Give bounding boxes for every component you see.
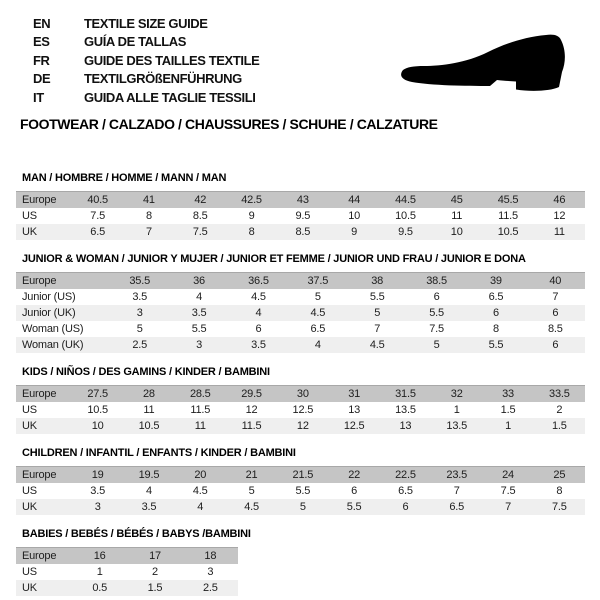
size-value-cell: 19 [91,468,104,481]
row-label: Europe [22,468,57,481]
size-tables-container [16,172,600,596]
size-value-cell: 5 [374,306,381,319]
size-value-cell: 24 [502,468,514,481]
size-value-cell: 4.5 [369,338,385,351]
size-value-cell: 7 [145,225,152,238]
size-value-cell: 5.5 [295,484,311,497]
size-value-cell: 7 [374,322,381,335]
size-value-cell: 5 [433,338,440,351]
language-guide-title: TEXTILE SIZE GUIDE [84,15,208,31]
size-value-cell: 3 [196,338,203,351]
table-row [16,580,238,596]
table-header-row [16,547,238,564]
size-value-cell: 1 [505,419,511,432]
size-value-cell: 11.5 [190,403,211,416]
table-title: CHILDREN / INFANTIL / ENFANTS / KINDER / BAMBINI [22,446,296,459]
size-value-cell: 11 [143,403,155,416]
size-value-cell: 1.5 [551,419,567,432]
size-value-cell: 35.5 [129,274,150,287]
table-row [16,337,585,353]
size-value-cell: 32 [450,387,463,400]
size-value-cell: 39 [490,274,502,287]
size-table [16,385,585,434]
row-label: Woman (UK) [22,338,84,351]
size-value-cell: 7.5 [429,322,444,335]
table-title: JUNIOR & WOMAN / JUNIOR Y MUJER / JUNIOR ET FEMME / JUNIOR UND FRAU / JUNIOR E DONA [22,252,526,265]
row-label: UK [22,225,37,238]
size-value-cell: 21 [245,468,258,481]
size-value-cell: 11 [194,419,206,432]
size-value-cell: 6 [402,500,409,513]
language-code: IT [33,89,44,105]
size-table [16,272,585,353]
size-value-cell: 6.5 [449,500,465,513]
language-code: DE [33,71,51,87]
size-value-cell: 4 [197,500,204,513]
size-value-cell: 3.5 [141,500,157,513]
size-value-cell: 23.5 [446,468,468,481]
size-value-cell: 28 [143,387,155,400]
language-guide-title: GUIDA ALLE TAGLIE TESSILI [84,89,256,105]
size-table-section [16,447,600,515]
size-value-cell: 1 [96,565,103,578]
table-title: MAN / HOMBRE / HOMME / MANN / MAN [22,171,227,184]
size-value-cell: 2.5 [202,581,218,594]
size-value-cell: 6.5 [398,484,413,497]
size-value-cell: 8.5 [547,322,563,335]
size-value-cell: 6 [351,484,358,497]
language-code: ES [33,34,50,50]
size-value-cell: 6.5 [310,322,326,335]
row-label: UK [22,500,37,513]
row-label: Europe [22,549,57,562]
size-value-cell: 9.5 [398,225,413,238]
row-label: US [22,403,37,416]
size-value-cell: 5 [248,484,255,497]
size-value-cell: 4.5 [244,500,259,513]
size-value-cell: 7.5 [90,209,105,222]
size-value-cell: 12 [296,419,309,432]
language-guide-title: TEXTILGRÖßENFÜHRUNG [84,71,242,87]
table-row [16,499,585,515]
table-header-row [16,272,585,289]
size-value-cell: 42.5 [241,193,262,206]
size-value-cell: 13.5 [446,419,468,432]
size-value-cell: 10 [348,209,361,222]
size-value-cell: 5 [299,500,306,513]
size-value-cell: 25 [553,468,566,481]
size-value-cell: 40 [549,274,562,287]
row-label: US [22,565,37,578]
size-value-cell: 40.5 [87,193,108,206]
size-value-cell: 6 [552,306,559,319]
size-value-cell: 6 [552,338,559,351]
size-value-cell: 5.5 [191,322,207,335]
size-value-cell: 37.5 [307,274,329,287]
size-table-section [16,528,600,596]
size-value-cell: 10 [91,419,104,432]
size-value-cell: 46 [553,193,566,206]
size-value-cell: 4.5 [192,484,208,497]
table-row [16,208,585,224]
size-value-cell: 1.5 [500,403,516,416]
size-value-cell: 22 [348,468,361,481]
size-value-cell: 33.5 [549,387,570,400]
size-table-section [16,172,600,240]
size-value-cell: 4 [145,484,152,497]
size-value-cell: 38.5 [426,274,447,287]
size-value-cell: 10.5 [395,209,416,222]
row-label: Junior (UK) [22,306,76,319]
row-label: Europe [22,193,57,206]
size-value-cell: 2 [556,403,563,416]
size-value-cell: 29.5 [241,387,262,400]
size-value-cell: 7 [453,484,460,497]
size-value-cell: 22.5 [395,468,416,481]
size-value-cell: 6 [255,322,262,335]
size-value-cell: 3 [207,565,214,578]
size-value-cell: 45 [450,193,463,206]
table-row [16,402,585,418]
size-value-cell: 7.5 [551,500,567,513]
table-row [16,418,585,434]
table-header-row [16,385,585,402]
size-value-cell: 7 [552,290,559,303]
size-value-cell: 13 [399,419,412,432]
size-value-cell: 12.5 [343,419,365,432]
size-table [16,466,585,515]
size-table [16,547,238,596]
size-table [16,191,585,240]
size-value-cell: 10.5 [497,225,519,238]
size-value-cell: 36.5 [248,274,269,287]
language-guide-title: GUIDE DES TAILLES TEXTILE [84,52,260,68]
size-value-cell: 5.5 [429,306,444,319]
language-code: FR [33,52,50,68]
row-label: Woman (US) [22,322,84,335]
size-value-cell: 1 [453,403,460,416]
size-value-cell: 6.5 [488,290,504,303]
size-table-section [16,366,600,434]
size-value-cell: 16 [93,549,106,562]
size-value-cell: 9.5 [295,209,311,222]
size-value-cell: 10.5 [138,419,160,432]
size-value-cell: 9 [248,209,255,222]
size-value-cell: 11 [451,209,463,222]
size-value-cell: 3.5 [90,484,105,497]
row-label: Europe [22,274,57,287]
size-value-cell: 8 [145,209,152,222]
size-value-cell: 12 [553,209,566,222]
size-value-cell: 41 [143,193,155,206]
category-title: FOOTWEAR / CALZADO / CHAUSSURES / SCHUHE / CALZATURE [20,115,438,132]
size-value-cell: 6 [492,306,499,319]
table-row [16,483,585,499]
size-value-cell: 5.5 [346,500,362,513]
size-value-cell: 4 [255,306,262,319]
size-value-cell: 20 [194,468,207,481]
size-value-cell: 30 [296,387,309,400]
size-value-cell: 42 [194,193,207,206]
row-label: Junior (US) [22,290,76,303]
size-value-cell: 1.5 [147,581,163,594]
size-value-cell: 13 [348,403,361,416]
size-value-cell: 9 [351,225,358,238]
size-value-cell: 7.5 [500,484,516,497]
size-value-cell: 8.5 [295,225,311,238]
size-value-cell: 7.5 [192,225,208,238]
table-header-row [16,191,585,208]
size-value-cell: 7 [505,500,511,513]
size-value-cell: 31 [348,387,361,400]
size-value-cell: 44 [348,193,361,206]
size-value-cell: 44.5 [395,193,416,206]
size-value-cell: 11.5 [498,209,518,222]
size-value-cell: 5.5 [369,290,385,303]
size-value-cell: 4.5 [251,290,266,303]
table-row [16,321,585,337]
size-table-section [16,253,600,353]
size-value-cell: 8.5 [192,209,208,222]
size-value-cell: 5 [136,322,143,335]
size-value-cell: 4.5 [310,306,326,319]
row-label: Europe [22,387,57,400]
row-label: UK [22,581,37,594]
size-value-cell: 31.5 [395,387,416,400]
size-value-cell: 19.5 [138,468,160,481]
size-value-cell: 28.5 [189,387,211,400]
size-value-cell: 5 [314,290,321,303]
shoe-icon [396,28,576,96]
size-value-cell: 12.5 [292,403,314,416]
size-value-cell: 18 [204,549,217,562]
size-value-cell: 13.5 [395,403,416,416]
table-row [16,564,238,580]
size-value-cell: 3.5 [191,306,207,319]
size-value-cell: 4 [196,290,203,303]
row-label: US [22,209,37,222]
size-value-cell: 8 [556,484,563,497]
size-value-cell: 0.5 [92,581,108,594]
table-row [16,224,585,240]
size-value-cell: 38 [371,274,384,287]
size-value-cell: 43 [296,193,309,206]
size-value-cell: 36 [193,274,205,287]
size-value-cell: 2.5 [132,338,148,351]
size-value-cell: 3 [94,500,101,513]
size-value-cell: 11.5 [241,419,262,432]
size-value-cell: 10.5 [87,403,108,416]
size-value-cell: 6.5 [90,225,105,238]
size-value-cell: 33 [502,387,514,400]
language-code: EN [33,15,51,31]
size-value-cell: 27.5 [87,387,108,400]
table-header-row [16,466,585,483]
size-value-cell: 2 [152,565,158,578]
size-value-cell: 21.5 [292,468,314,481]
table-title: KIDS / NIÑOS / DES GAMINS / KINDER / BAMBINI [22,365,270,378]
size-value-cell: 3 [136,306,143,319]
size-value-cell: 10 [450,225,463,238]
language-guide-title: GUÍA DE TALLAS [84,34,187,50]
size-value-cell: 3.5 [132,290,148,303]
size-value-cell: 45.5 [497,193,519,206]
size-value-cell: 8 [492,322,499,335]
size-value-cell: 5.5 [488,338,504,351]
size-value-cell: 3.5 [251,338,266,351]
table-title: BABIES / BEBÉS / BÉBÉS / BABYS /BAMBINI [22,527,251,540]
size-value-cell: 12 [245,403,258,416]
size-value-cell: 17 [149,549,161,562]
row-label: US [22,484,37,497]
size-value-cell: 11 [553,225,565,238]
size-value-cell: 4 [314,338,321,351]
size-value-cell: 6 [433,290,440,303]
table-row [16,305,585,321]
table-row [16,289,585,305]
row-label: UK [22,419,37,432]
size-value-cell: 8 [248,225,255,238]
